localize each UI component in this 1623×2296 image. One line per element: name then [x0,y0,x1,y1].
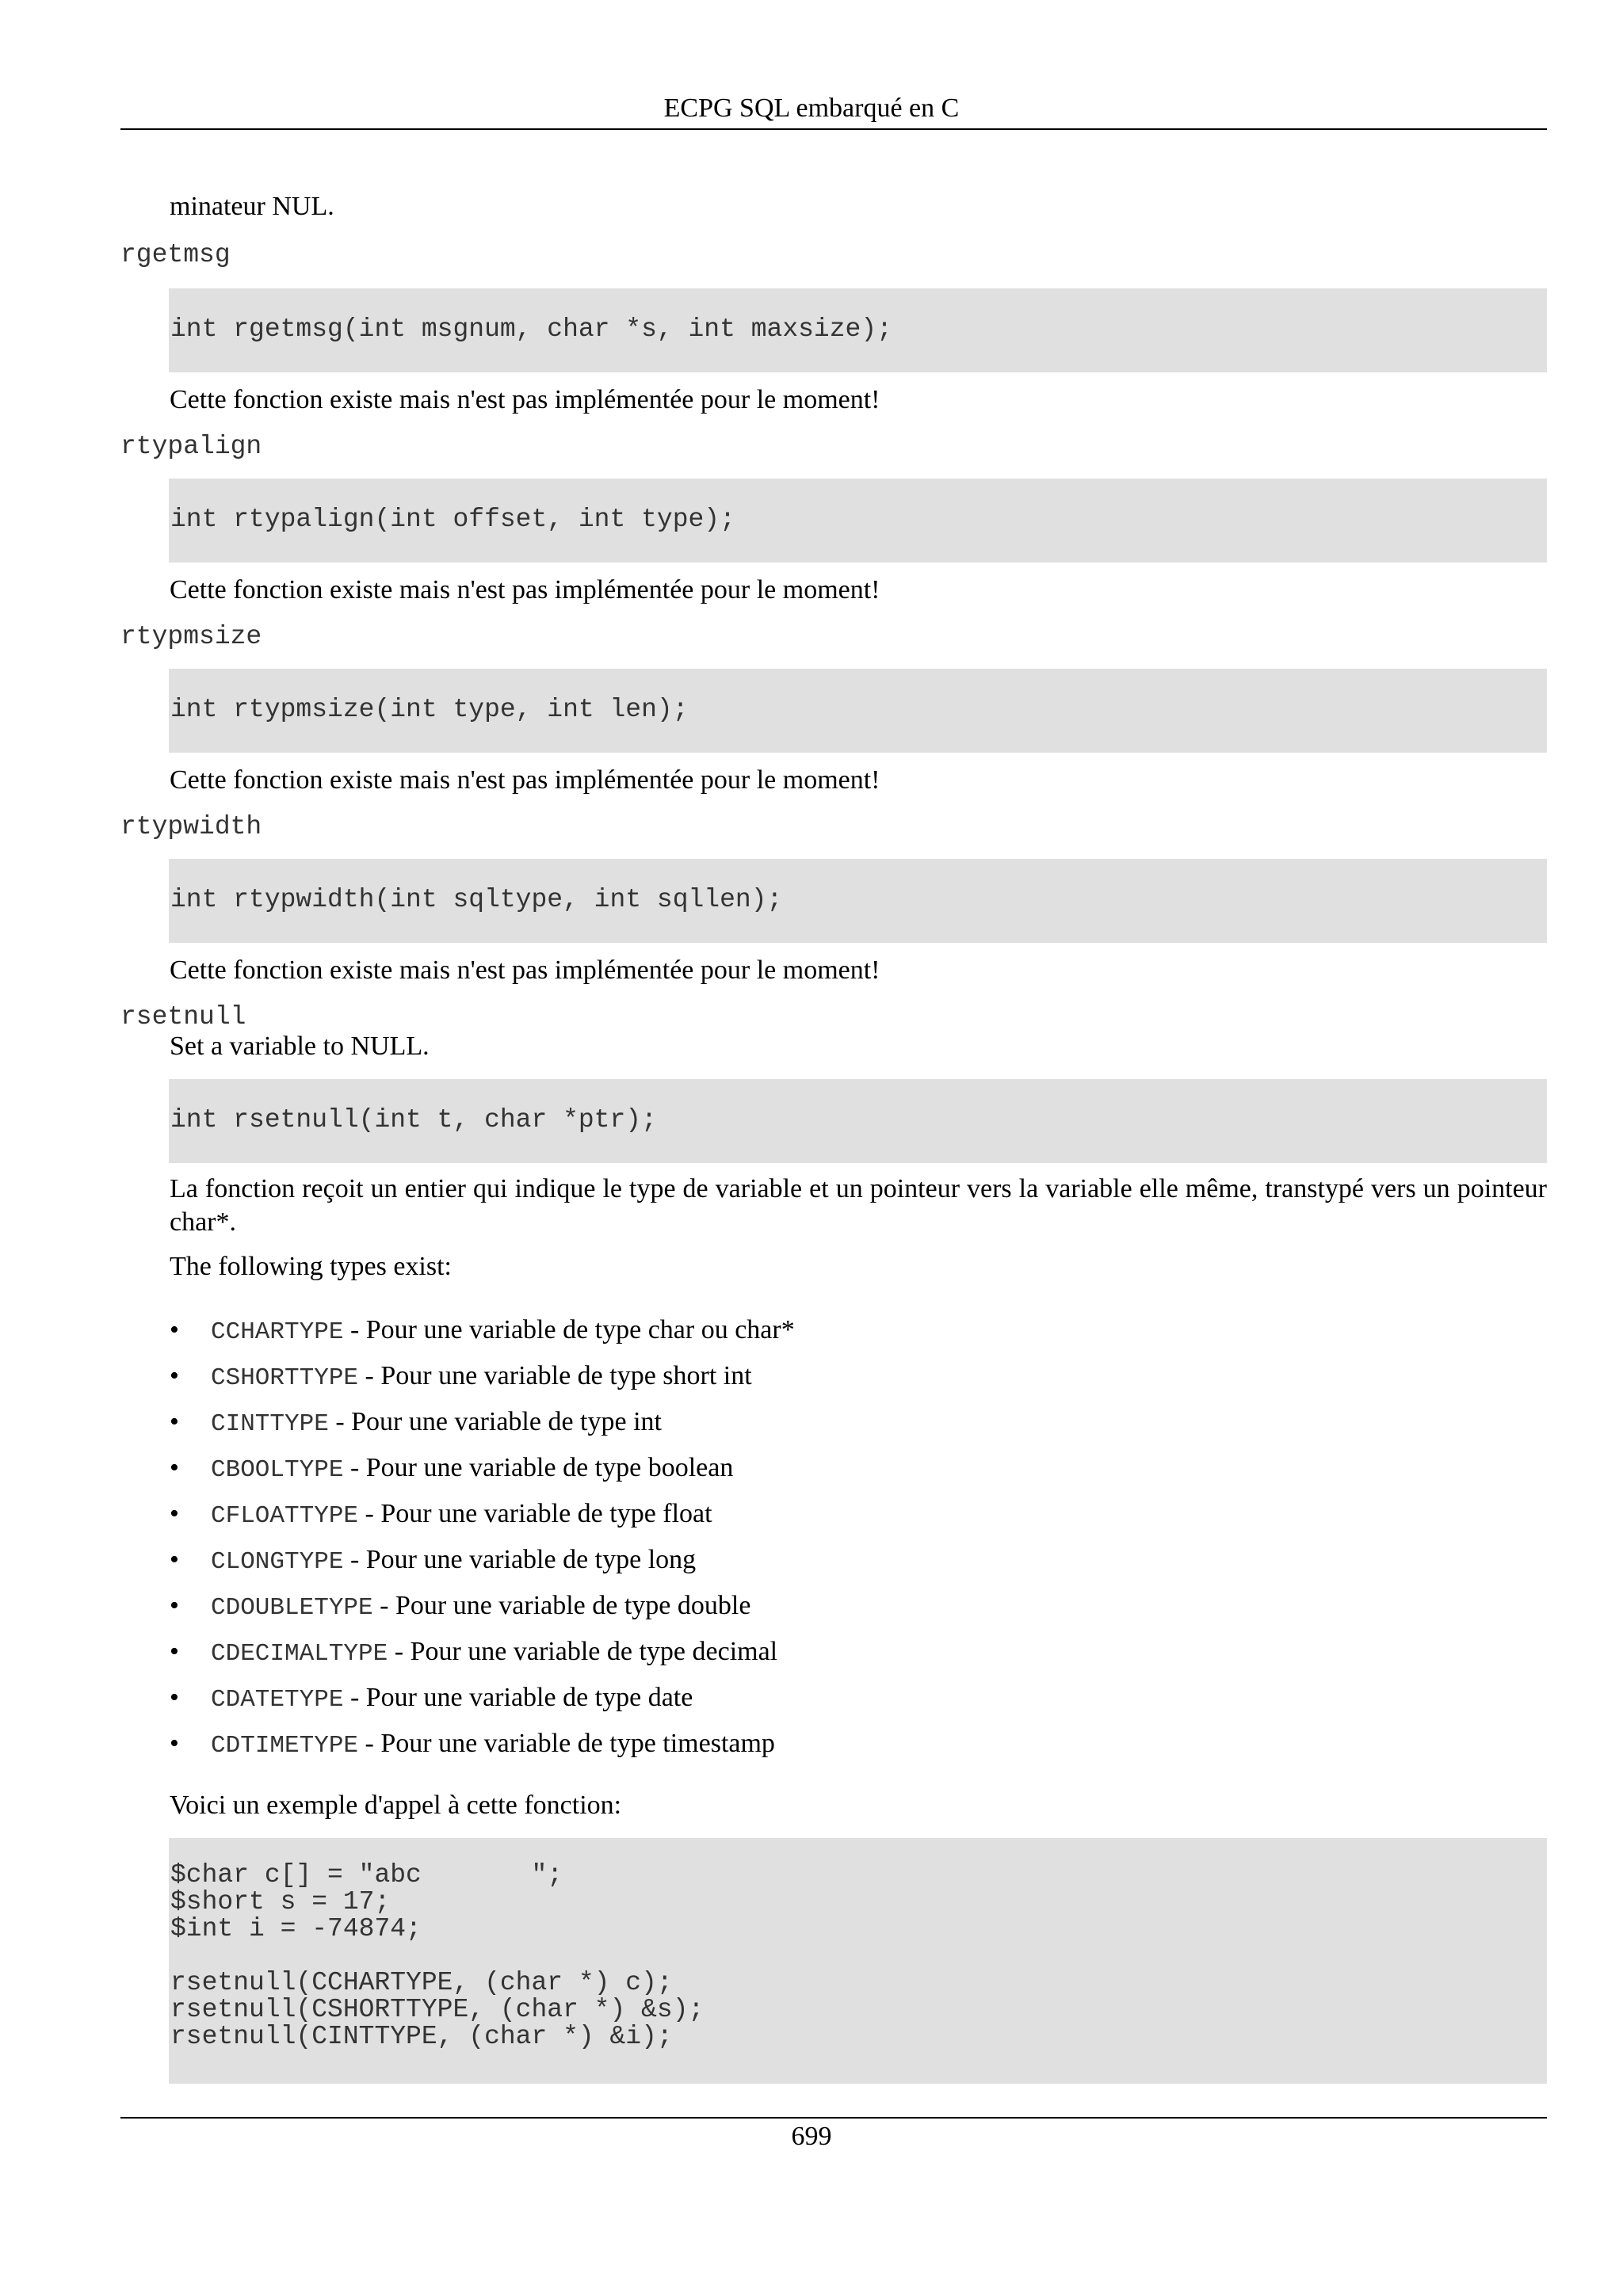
function-term-rtypmsize: rtypmsize [120,622,262,651]
type-desc: - Pour une variable de type boolean [343,1453,734,1482]
type-code: CCHARTYPE [211,1318,344,1346]
function-term-rtypalign: rtypalign [120,432,262,461]
signature-box-rtypwidth [169,859,1547,943]
type-code: CLONGTYPE [211,1548,344,1576]
type-code: CBOOLTYPE [211,1456,344,1484]
header-rule [120,128,1547,130]
page-number: 699 [791,2122,832,2151]
signature-box-rtypalign [169,479,1547,563]
example-code-box [169,1838,1547,2084]
note-rtypalign: Cette fonction existe mais n'est pas implémentée pour le moment! [170,575,880,605]
list-item: • CLONGTYPE - Pour une variable de type long [170,1545,697,1576]
type-desc: - Pour une variable de type timestamp [358,1729,775,1758]
list-item: • CDTIMETYPE - Pour une variable de type timestamp [170,1729,775,1760]
intro-fragment: minateur NUL. [170,192,334,221]
type-desc: - Pour une variable de type date [343,1683,693,1712]
signature-rtypalign: int rtypalign(int offset, int type); [170,505,735,534]
list-item: • CFLOATTYPE - Pour une variable de type float [170,1499,712,1530]
example-line: $short s = 17; [170,1887,391,1917]
type-code: CDTIMETYPE [211,1732,359,1760]
signature-rsetnull: int rsetnull(int t, char *ptr); [170,1105,657,1135]
rsetnull-summary: Set a variable to NULL. [170,1032,430,1061]
function-term-rsetnull: rsetnull [120,1002,246,1032]
example-line: $int i = -74874; [170,1914,422,1943]
list-item: • CDOUBLETYPE - Pour une variable de type double [170,1591,751,1622]
list-item: • CINTTYPE - Pour une variable de type int [170,1407,662,1438]
type-desc: - Pour une variable de type decimal [388,1637,778,1666]
signature-box-rgetmsg [169,288,1547,372]
type-desc: - Pour une variable de type char ou char* [343,1315,795,1344]
type-code: CDOUBLETYPE [211,1594,373,1622]
list-item: • CCHARTYPE - Pour une variable de type char ou char* [170,1315,795,1346]
note-rtypwidth: Cette fonction existe mais n'est pas implémentée pour le moment! [170,955,880,985]
type-code: CFLOATTYPE [211,1502,359,1530]
note-rtypmsize: Cette fonction existe mais n'est pas implémentée pour le moment! [170,765,880,795]
example-line: rsetnull(CINTTYPE, (char *) &i); [170,2022,673,2051]
footer-rule [120,2117,1547,2119]
type-desc: - Pour une variable de type int [328,1407,662,1436]
type-desc: - Pour une variable de type double [372,1591,751,1620]
example-line: $char c[] = "abc "; [170,1860,563,1890]
type-code: CDECIMALTYPE [211,1640,388,1668]
example-line: rsetnull(CSHORTTYPE, (char *) &s); [170,1995,705,2024]
type-code: CSHORTTYPE [211,1364,359,1392]
signature-rtypwidth: int rtypwidth(int sqltype, int sqllen); [170,885,783,914]
function-term-rtypwidth: rtypwidth [120,812,262,841]
note-rgetmsg: Cette fonction existe mais n'est pas implémentée pour le moment! [170,385,880,414]
type-desc: - Pour une variable de type short int [358,1361,752,1390]
signature-box-rsetnull [169,1079,1547,1163]
page-header-title: ECPG SQL embarqué en C [663,93,960,123]
type-code: CINTTYPE [211,1410,329,1438]
list-item: • CDECIMALTYPE - Pour une variable de type decimal [170,1637,778,1668]
signature-rgetmsg: int rgetmsg(int msgnum, char *s, int maxsize); [170,315,892,344]
types-intro: The following types exist: [170,1252,453,1281]
type-code: CDATETYPE [211,1686,344,1714]
example-line: rsetnull(CCHARTYPE, (char *) c); [170,1968,673,1997]
signature-box-rtypmsize [169,669,1547,753]
type-desc: - Pour une variable de type float [358,1499,712,1528]
signature-rtypmsize: int rtypmsize(int type, int len); [170,695,689,724]
list-item: • CDATETYPE - Pour une variable de type date [170,1683,693,1714]
example-intro: Voici un exemple d'appel à cette fonction: [170,1791,622,1820]
function-term-rgetmsg: rgetmsg [120,240,231,269]
rsetnull-description: La fonction reçoit un entier qui indique le type de variable et un pointeur vers la variable elle même, transtypé vers un pointeur char*. [170,1174,1547,1237]
list-item: • CBOOLTYPE - Pour une variable de type boolean [170,1453,734,1484]
type-desc: - Pour une variable de type long [343,1545,697,1574]
list-item: • CSHORTTYPE - Pour une variable de type short int [170,1361,752,1392]
